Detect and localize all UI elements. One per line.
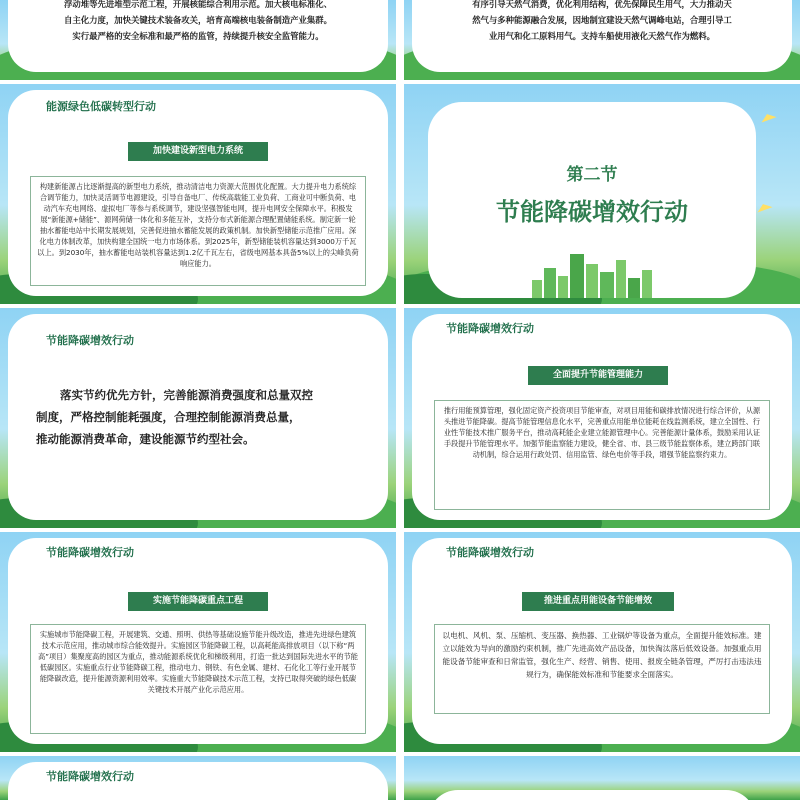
text-line: 然气与多种能源融合发展，因地制宜建设天然气调峰电站，合理引导工 [472,15,732,25]
slide-6 [404,308,800,528]
building-shape [544,268,556,298]
text-block [16,0,380,44]
text-line: 浮动堆等先进堆型示范工程，开展核能综合利用示范。加大核电标准化、 [64,0,332,9]
building-shape [586,264,598,298]
text-line: 制度，严格控制能耗强度，合理控制能源消费总量， [36,410,301,424]
section-ribbon: 推进重点用能设备节能增效 [522,592,674,611]
text-block [420,0,784,44]
building-shape [600,272,614,298]
slide-1 [0,0,396,80]
slide-7 [0,532,396,752]
section-title: 节能降碳增效行动 [496,198,688,226]
section-ribbon: 加快建设新型电力系统 [128,142,268,161]
section-ribbon: 实施节能降碳重点工程 [128,592,268,611]
text-line: 实行最严格的安全标准和最严格的监管，持续提升核安全监管能力。 [72,31,324,41]
section-ribbon: 全面提升节能管理能力 [528,366,668,385]
slide-10 [404,756,800,800]
slide-2 [404,0,800,80]
slide-9 [0,756,396,800]
text-line: 业用气和化工原料用气。支持车船使用液化天然气作为燃料。 [488,31,716,41]
content-box: 以电机、风机、泵、压缩机、变压器、换热器、工业锅炉等设备为重点，全面提升能效标准。建立以能效为导向的激励约束机制，推广先进高效产品设备，加快淘汰落后低效设备。加强重点用能设备节能审查和日常监管，强化生产、经营、销售、使用、报废全链条管理，严厉打击违法违规行为，确保能效标准和节能要求全面落实。 [434,624,770,714]
slide-heading: 节能降碳增效行动 [46,546,134,559]
slide-heading: 节能降碳增效行动 [446,546,534,559]
content-box: 推行用能预算管理，强化固定资产投资项目节能审查，对项目用能和碳排放情况进行综合评价，从源头推进节能降碳。提高节能管理信息化水平，完善重点用能单位能耗在线监测系统，建立全国性、行业性节能技术推广服务平台，推动高耗能企业建立能源管理中心。完善能源计量体系，鼓励采用认证手段提升节能管理水平。加强节能监察能力建设，健全省、市、县三级节能监察体系，建立跨部门联动机制，综合运用行政处罚、信用监管、绿色电价等手段，增强节能监察约束力。 [434,400,770,510]
text-block [36,384,366,450]
slide-heading: 节能降碳增效行动 [46,770,134,783]
text-line: 推动能源消费革命，建设能源节约型社会。 [36,432,255,446]
slide-8 [404,532,800,752]
paper-plane-icon [755,201,772,212]
section-number: 第二节 [566,165,618,185]
city-skyline-icon [532,248,652,298]
building-shape [642,270,652,298]
paper-plane-icon [759,111,776,122]
building-shape [628,278,640,298]
slide-3 [0,84,396,304]
building-shape [616,260,626,298]
building-shape [570,254,584,298]
slide-5 [0,308,396,528]
slide-heading: 节能降碳增效行动 [46,334,134,347]
building-shape [532,280,542,298]
text-line: 有序引导天然气消费，优化利用结构，优先保障民生用气，大力推动天 [472,0,732,9]
text-line: 自主化力度，加快关键技术装备攻关，培育高端核电装备制造产业集群。 [64,15,332,25]
building-shape [558,276,568,298]
section-title-group [428,102,756,298]
slide-4 [404,84,800,304]
content-box: 构建新能源占比逐渐提高的新型电力系统，推动清洁电力资源大范围优化配置。大力提升电力系统综合调节能力，加快灵活调节电源建设，引导自备电厂、传统高载能工业负荷、工商业可中断负荷、电动汽车充电网络、虚拟电厂等参与系统调节，建设坚强智能电网，提升电网安全保障水平。积极发展“新能源+储能”、源网荷储一体化和多能互补，支持分布式新能源合理配置储能系统。制定新一轮抽水蓄能电站中长期发展规划，完善促进抽水蓄能发展的政策机制。加快新型储能示范推广应用。深化电力体制改革，加快构建全国统一电力市场体系。到2025年，新型储能装机容量达到3000万千瓦以上。到2030年，抽水蓄能电站装机容量达到1.2亿千瓦左右，省级电网基本具备5%以上的尖峰负荷响应能力。 [30,176,366,286]
content-box: 实施城市节能降碳工程，开展建筑、交通、照明、供热等基础设施节能升级改造，推进先进绿色建筑技术示范应用，推动城市综合能效提升。实施园区节能降碳工程，以高耗能高排放项目（以下称“两高”项目）集聚度高的园区为重点，推动能源系统优化和梯级利用，打造一批达到国际先进水平的节能低碳园区。实施重点行业节能降碳工程，推动电力、钢铁、有色金属、建材、石化化工等行业开展节能降碳改造，提升能源资源利用效率。实施重大节能降碳技术示范工程，支持已取得突破的绿色低碳关键技术开展产业化示范应用。 [30,624,366,734]
slide-heading: 节能降碳增效行动 [446,322,534,335]
slide-card [428,790,756,800]
slide-heading: 能源绿色低碳转型行动 [46,100,156,113]
text-line: 落实节约优先方针，完善能源消费强度和总量双控 [60,388,313,402]
